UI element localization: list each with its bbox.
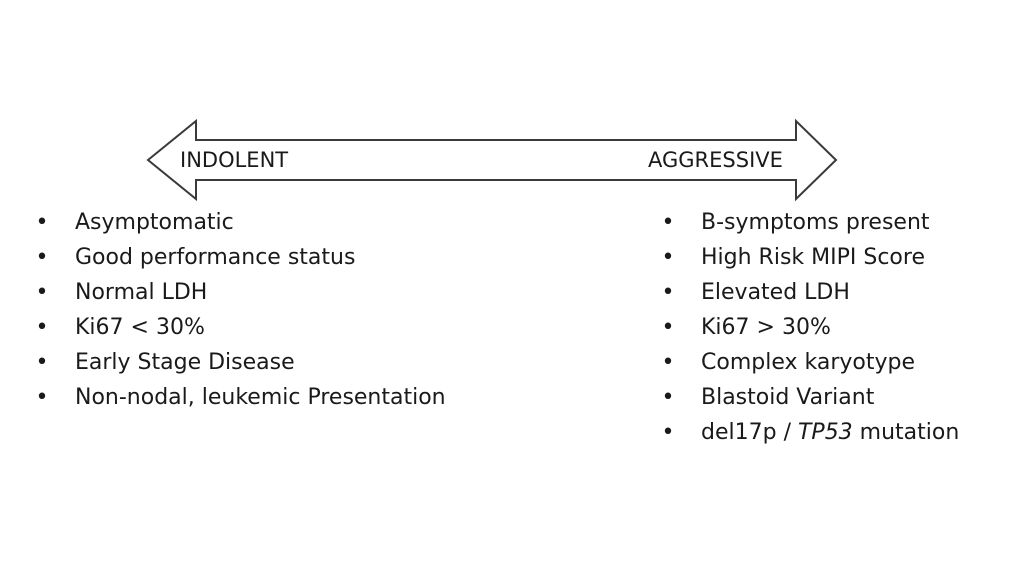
bullet-icon: • — [661, 350, 675, 375]
list-item-text: Complex karyotype — [701, 350, 915, 375]
indolent-label: INDOLENT — [180, 148, 289, 172]
mutation-text: mutation — [852, 420, 960, 445]
bullet-icon: • — [661, 245, 675, 270]
list-item-text: Non-nodal, leukemic Presentation — [75, 385, 446, 410]
list-item-text: Ki67 < 30% — [75, 315, 205, 340]
list-item-text: Early Stage Disease — [75, 350, 295, 375]
bullet-icon: • — [35, 350, 49, 375]
bullet-icon: • — [661, 420, 675, 445]
bullet-icon: • — [661, 280, 675, 305]
list-item-text: Blastoid Variant — [701, 385, 875, 410]
bullet-icon: • — [35, 280, 49, 305]
list-item-text: B-symptoms present — [701, 210, 930, 235]
tp53-gene-text: TP53 — [797, 420, 853, 445]
bullet-icon: • — [35, 385, 49, 410]
bullet-icon: • — [35, 245, 49, 270]
bullet-icon: • — [35, 315, 49, 340]
list-item-text: Ki67 > 30% — [701, 315, 831, 340]
list-item-text: Normal LDH — [75, 280, 208, 305]
list-item-text: High Risk MIPI Score — [701, 245, 925, 270]
list-item-text — [701, 417, 959, 449]
bullet-icon: • — [661, 315, 675, 340]
del17p-text: del17p / — [701, 420, 798, 445]
aggressive-label: AGGRESSIVE — [648, 148, 783, 172]
bullet-icon: • — [661, 210, 675, 235]
list-item-text: Asymptomatic — [75, 210, 234, 235]
list-item-text: Elevated LDH — [701, 280, 850, 305]
bullet-icon: • — [35, 210, 49, 235]
list-item-text: Good performance status — [75, 245, 356, 270]
bullet-icon: • — [661, 385, 675, 410]
